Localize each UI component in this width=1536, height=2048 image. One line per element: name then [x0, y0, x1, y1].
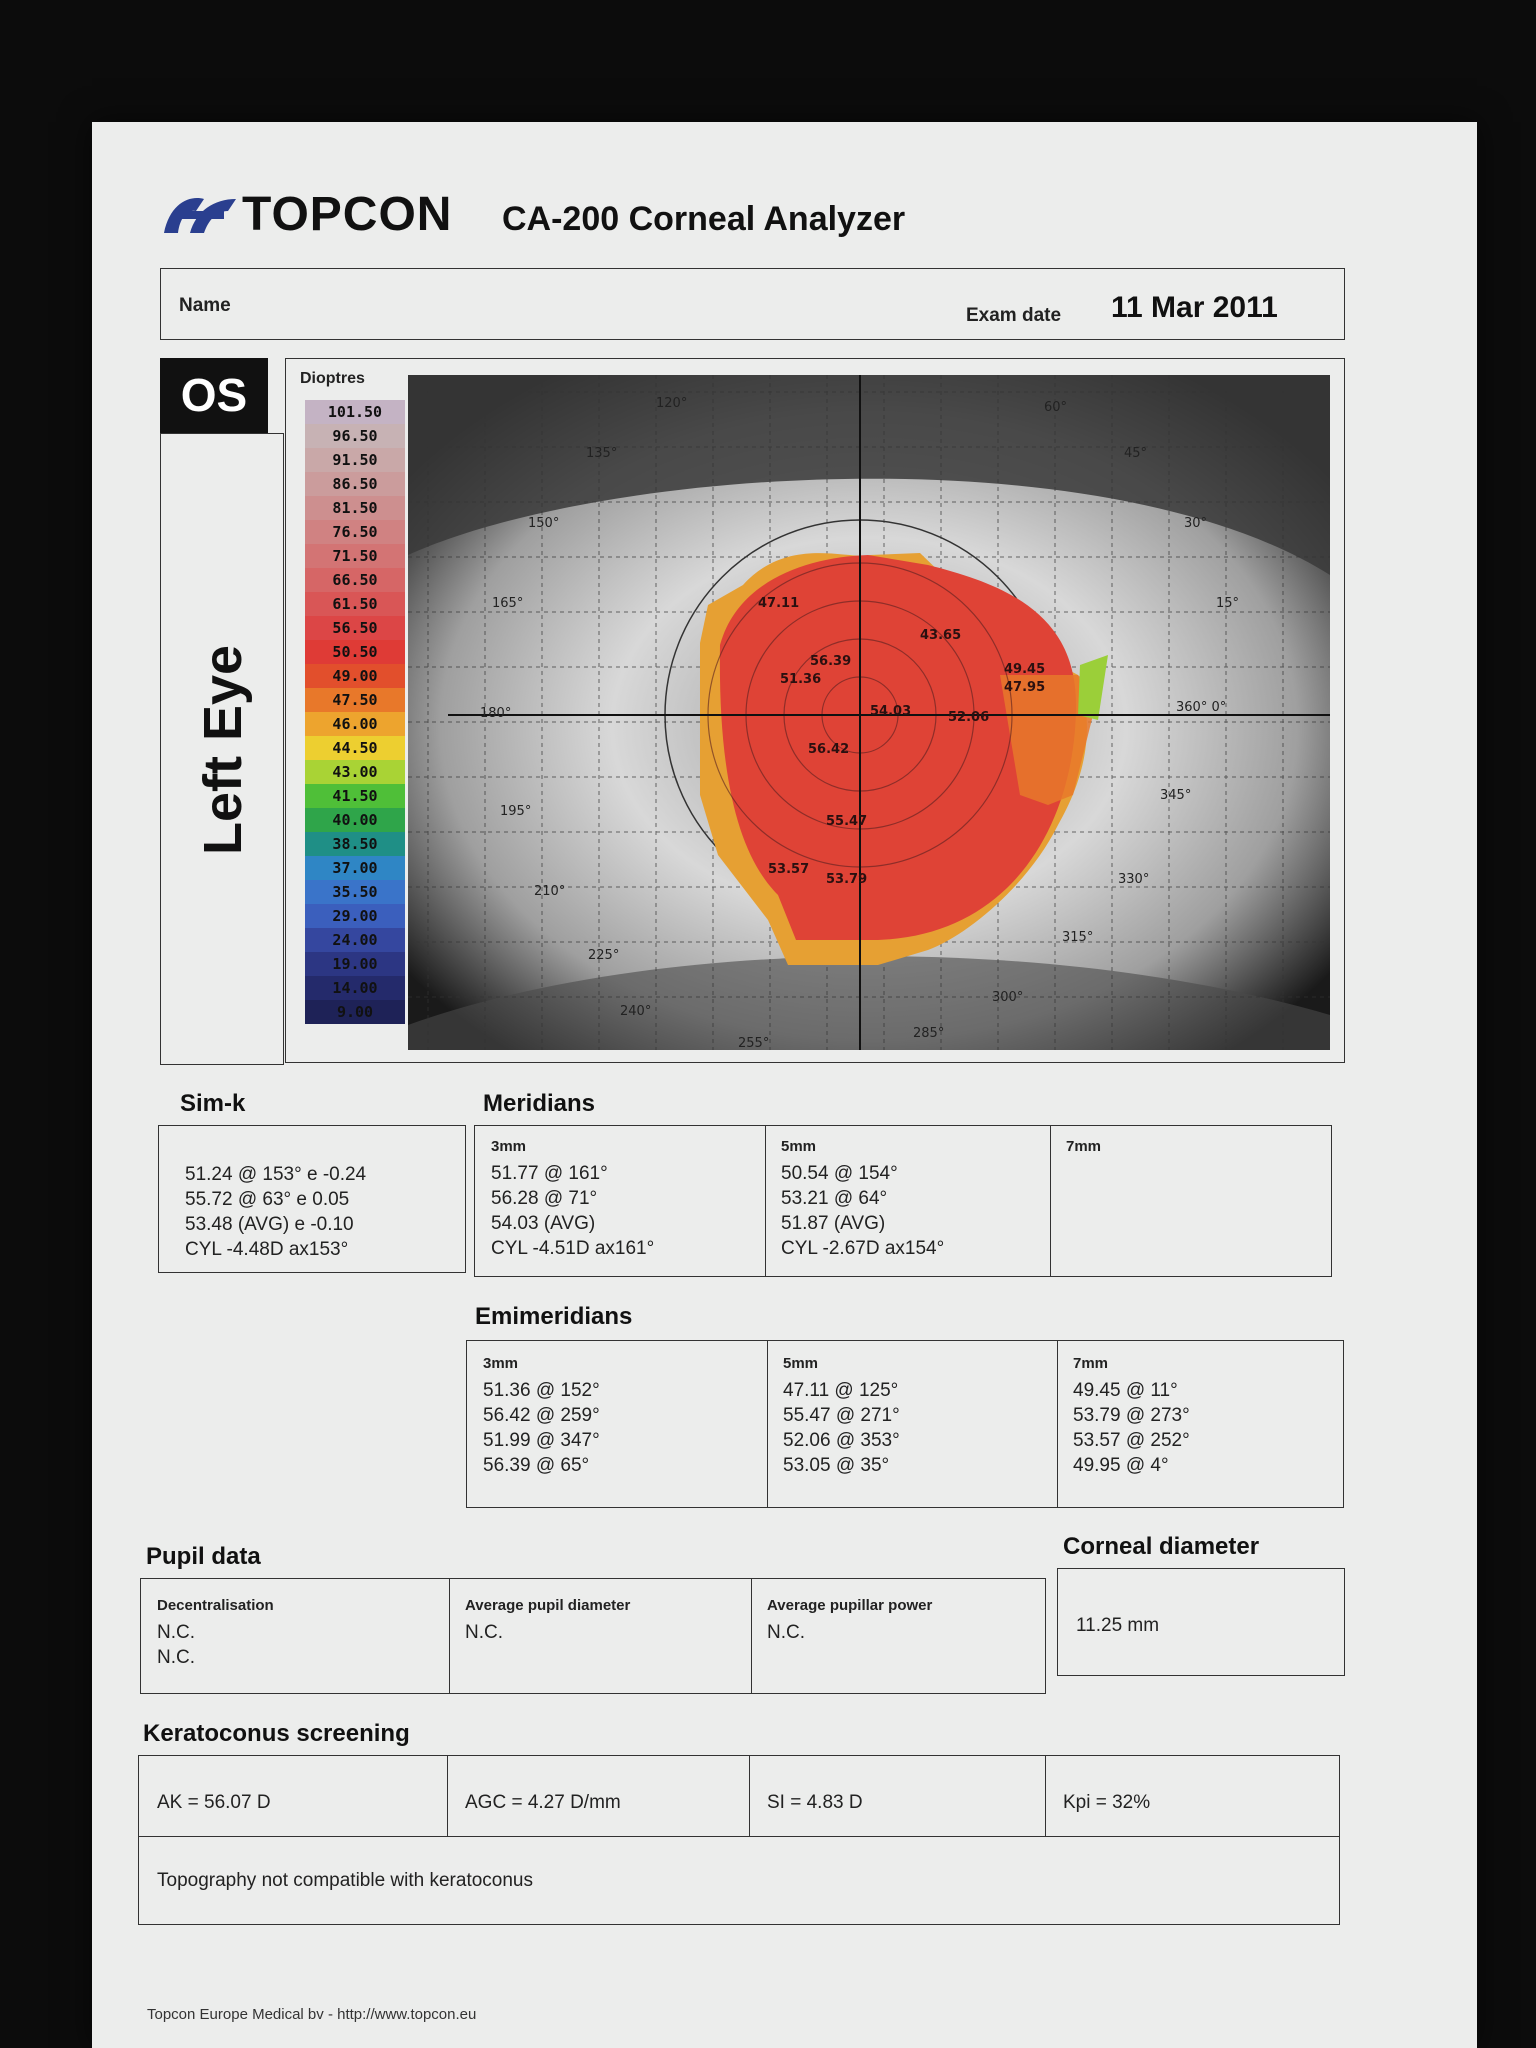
- keratoconus-index: SI = 4.83 D: [767, 1792, 863, 1813]
- scale-item: 96.50: [305, 424, 405, 448]
- table-cell: [491, 1138, 654, 1261]
- map-angle-label: 225°: [588, 948, 620, 963]
- table-cell: [1066, 1138, 1101, 1161]
- keratoconus-result: Topography not compatible with keratoconus: [157, 1870, 534, 1891]
- scale-item: 91.50: [305, 448, 405, 472]
- scale-item: 86.50: [305, 472, 405, 496]
- table-divider: [767, 1341, 768, 1507]
- table-cell-line: N.C.: [157, 1647, 195, 1668]
- patient-header-box: [160, 268, 1345, 340]
- table-divider: [751, 1579, 752, 1693]
- scale-item: 35.50: [305, 880, 405, 904]
- table-cell-line: 56.28 @ 71°: [491, 1188, 598, 1209]
- table-cell: [157, 1597, 274, 1670]
- scale-item: 43.00: [305, 760, 405, 784]
- topcon-logo: [160, 185, 480, 245]
- table-cell-line: 53.79 @ 273°: [1073, 1405, 1190, 1426]
- table-cell-line: 53.21 @ 64°: [781, 1188, 888, 1209]
- map-angle-label: 165°: [492, 596, 524, 611]
- simk-line: 51.24 @ 153° e -0.24: [185, 1164, 367, 1185]
- map-value-label: 56.39: [810, 654, 852, 669]
- map-angle-label: 150°: [528, 516, 560, 531]
- brand-name: TOPCON: [242, 188, 453, 241]
- table-cell-line: N.C.: [767, 1622, 805, 1643]
- scale-item: 14.00: [305, 976, 405, 1000]
- emimeridians-title: Emimeridians: [475, 1303, 633, 1330]
- map-value-label: 47.95: [1004, 680, 1046, 695]
- table-cell-head: 3mm: [491, 1138, 527, 1155]
- map-value-label: 55.47: [826, 814, 868, 829]
- scale-item: 71.50: [305, 544, 405, 568]
- scale-title: Dioptres: [300, 370, 365, 387]
- corneal-value: 11.25 mm: [1076, 1615, 1160, 1636]
- table-cell: [483, 1355, 600, 1478]
- scale-item: 44.50: [305, 736, 405, 760]
- name-label: Name: [179, 295, 231, 316]
- table-divider: [749, 1756, 750, 1836]
- map-angle-label: 255°: [738, 1036, 770, 1050]
- table-cell-head: 7mm: [1066, 1138, 1102, 1155]
- table-cell-line: 54.03 (AVG): [491, 1213, 596, 1234]
- table-cell-line: 53.57 @ 252°: [1073, 1430, 1190, 1451]
- table-cell-line: 51.36 @ 152°: [483, 1380, 600, 1401]
- map-value-label: 54.03: [870, 704, 912, 719]
- eye-code-badge: OS: [160, 358, 268, 433]
- scale-item: 46.00: [305, 712, 405, 736]
- table-cell-line: 49.45 @ 11°: [1073, 1380, 1178, 1401]
- map-value-label: 49.45: [1004, 662, 1046, 677]
- color-scale: [305, 400, 405, 1024]
- table-divider: [1045, 1756, 1046, 1836]
- table-divider: [1057, 1341, 1058, 1507]
- table-cell-line: 55.47 @ 271°: [783, 1405, 900, 1426]
- map-angle-label: 15°: [1216, 596, 1240, 611]
- simk-box: [158, 1125, 466, 1273]
- table-cell-head: Decentralisation: [157, 1597, 274, 1614]
- map-value-label: 53.57: [768, 862, 810, 877]
- map-angle-label: 315°: [1062, 930, 1094, 945]
- scale-item: 24.00: [305, 928, 405, 952]
- table-divider: [765, 1126, 766, 1276]
- eye-label: Left Eye: [193, 644, 253, 856]
- simk-title: Sim-k: [180, 1090, 246, 1117]
- scale-item: 66.50: [305, 568, 405, 592]
- scale-item: 41.50: [305, 784, 405, 808]
- map-value-label: 56.42: [808, 742, 850, 757]
- map-angle-label: 195°: [500, 804, 532, 819]
- map-angle-label: 135°: [586, 446, 618, 461]
- table-cell-line: 49.95 @ 4°: [1073, 1455, 1169, 1476]
- keratoconus-table: [138, 1755, 1340, 1925]
- scale-item: 9.00: [305, 1000, 405, 1024]
- table-divider: [1050, 1126, 1051, 1276]
- meridians-table: [474, 1125, 1332, 1277]
- scale-item: 56.50: [305, 616, 405, 640]
- simk-lines: [185, 1162, 366, 1262]
- simk-line: CYL -4.48D ax153°: [185, 1239, 349, 1260]
- map-angle-label: 120°: [656, 396, 688, 411]
- map-angle-label: 210°: [534, 884, 566, 899]
- scale-item: 50.50: [305, 640, 405, 664]
- keratoconus-index: AGC = 4.27 D/mm: [465, 1792, 621, 1813]
- footer: Topcon Europe Medical bv - http://www.topcon.eu: [147, 2006, 477, 2023]
- table-cell-line: 53.05 @ 35°: [783, 1455, 890, 1476]
- keratoconus-index: AK = 56.07 D: [157, 1792, 271, 1813]
- scale-item: 40.00: [305, 808, 405, 832]
- corneal-title: Corneal diameter: [1063, 1533, 1260, 1560]
- eye-side-panel: [160, 433, 284, 1065]
- map-angle-label: 285°: [913, 1026, 945, 1041]
- table-cell: [783, 1355, 900, 1478]
- scale-item: 61.50: [305, 592, 405, 616]
- topography-map: [408, 375, 1330, 1050]
- table-cell-head: Average pupillar power: [767, 1597, 933, 1614]
- simk-line: 53.48 (AVG) e -0.10: [185, 1214, 354, 1235]
- exam-date-label: Exam date: [966, 305, 1062, 326]
- simk-line: 55.72 @ 63° e 0.05: [185, 1189, 350, 1210]
- topcon-logo-icon: [160, 193, 240, 237]
- map-value-label: 51.36: [780, 672, 822, 687]
- table-cell-line: 47.11 @ 125°: [783, 1380, 899, 1401]
- table-cell-line: CYL -4.51D ax161°: [491, 1238, 655, 1259]
- table-cell-line: N.C.: [157, 1622, 195, 1643]
- table-cell-head: Average pupil diameter: [465, 1597, 631, 1614]
- map-angle-label: 330°: [1118, 872, 1150, 887]
- map-value-label: 47.11: [758, 596, 800, 611]
- emimeridians-table: [466, 1340, 1344, 1508]
- table-cell-line: 56.42 @ 259°: [483, 1405, 600, 1426]
- table-cell: [1073, 1355, 1190, 1478]
- keratoconus-index: Kpi = 32%: [1063, 1792, 1151, 1813]
- scale-item: 76.50: [305, 520, 405, 544]
- corneal-box: [1057, 1568, 1345, 1676]
- table-divider: [447, 1756, 448, 1836]
- table-cell-line: 51.99 @ 347°: [483, 1430, 600, 1451]
- map-angle-label: 180°: [480, 706, 512, 721]
- pupil-table: [140, 1578, 1046, 1694]
- scale-item: 29.00: [305, 904, 405, 928]
- table-cell-head: 5mm: [783, 1355, 819, 1372]
- table-cell-line: CYL -2.67D ax154°: [781, 1238, 945, 1259]
- map-angle-label: 345°: [1160, 788, 1192, 803]
- table-divider: [449, 1579, 450, 1693]
- table-cell-line: N.C.: [465, 1622, 503, 1643]
- map-angle-label: 240°: [620, 1004, 652, 1019]
- table-divider: [139, 1836, 1339, 1837]
- table-cell-line: 51.77 @ 161°: [491, 1163, 608, 1184]
- table-cell: [465, 1597, 630, 1645]
- scale-item: 101.50: [305, 400, 405, 424]
- map-value-label: 53.79: [826, 872, 868, 887]
- table-cell-head: 3mm: [483, 1355, 519, 1372]
- map-angle-label: 30°: [1184, 516, 1208, 531]
- table-cell-line: 51.87 (AVG): [781, 1213, 886, 1234]
- topography-map-svg: [408, 375, 1330, 1050]
- scale-item: 37.00: [305, 856, 405, 880]
- scale-item: 47.50: [305, 688, 405, 712]
- map-angle-label: 45°: [1124, 446, 1148, 461]
- pupil-title: Pupil data: [146, 1543, 261, 1570]
- map-angle-label: 60°: [1044, 400, 1068, 415]
- keratoconus-title: Keratoconus screening: [143, 1720, 410, 1747]
- scale-item: 81.50: [305, 496, 405, 520]
- table-cell: [767, 1597, 932, 1645]
- exam-date: 11 Mar 2011: [1111, 291, 1278, 324]
- scale-item: 38.50: [305, 832, 405, 856]
- scale-item: 19.00: [305, 952, 405, 976]
- table-cell-head: 7mm: [1073, 1355, 1109, 1372]
- table-cell-line: 52.06 @ 353°: [783, 1430, 900, 1451]
- report-title: CA-200 Corneal Analyzer: [502, 200, 906, 238]
- table-cell-line: 56.39 @ 65°: [483, 1455, 590, 1476]
- table-cell: [781, 1138, 944, 1261]
- table-cell-line: 50.54 @ 154°: [781, 1163, 898, 1184]
- map-value-label: 43.65: [920, 628, 962, 643]
- scale-item: 49.00: [305, 664, 405, 688]
- table-cell-head: 5mm: [781, 1138, 817, 1155]
- meridians-title: Meridians: [483, 1090, 596, 1117]
- map-angle-label: 300°: [992, 990, 1024, 1005]
- map-value-label: 52.06: [948, 710, 990, 725]
- map-angle-label: 360° 0°: [1176, 700, 1227, 715]
